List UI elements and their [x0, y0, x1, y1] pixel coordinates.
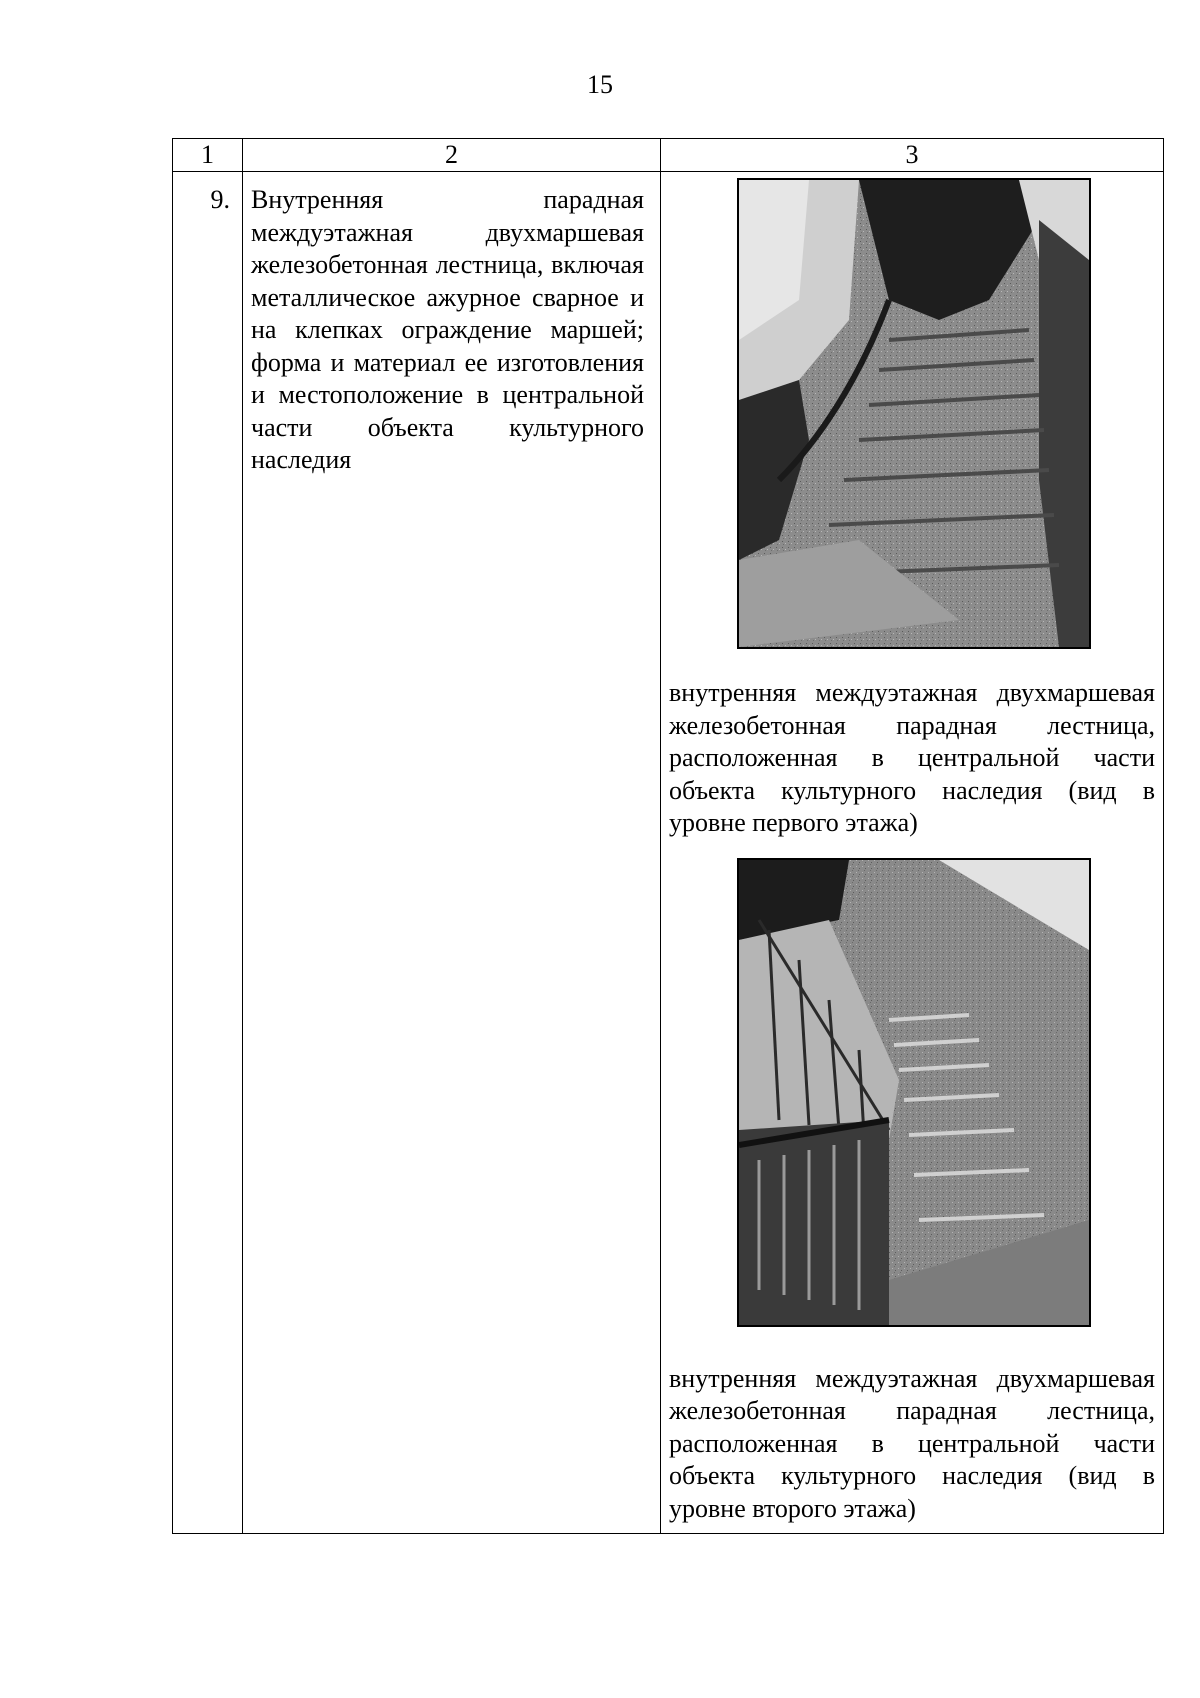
feature-description: Внутренняя парадная междуэтажная двухмаршевая железобетонная лестница, включая металлическое ажурное сварное и на клепках ограждение маршей; форма и материал ее изготовления и местоположение в центральной части объекта культурного наследия	[243, 172, 661, 1534]
column-header-1: 1	[173, 139, 243, 172]
photo-2-caption: внутренняя междуэтажная двухмаршевая железобетонная парадная лестница, расположенная в центральной части объекта культурного наследия (вид в уровне второго этажа)	[669, 1363, 1155, 1523]
photo-1-wrapper	[737, 178, 1087, 649]
column-header-2: 2	[243, 139, 661, 172]
photo-cell	[661, 172, 1164, 1534]
photo-2-wrapper	[737, 858, 1087, 1327]
staircase-photo-second-floor	[737, 858, 1091, 1327]
page-number: 15	[587, 70, 613, 99]
column-header-3: 3	[661, 139, 1164, 172]
photo-1-caption: внутренняя междуэтажная двухмаршевая железобетонная парадная лестница, расположенная в центральной части объекта культурного наследия (вид в уровне первого этажа)	[669, 678, 1155, 837]
table-row	[173, 172, 1164, 1534]
staircase-photo-first-floor	[737, 178, 1091, 649]
table-header-row	[173, 139, 1164, 172]
row-number: 9.	[173, 172, 243, 1534]
monument-features-table	[172, 138, 1164, 1534]
